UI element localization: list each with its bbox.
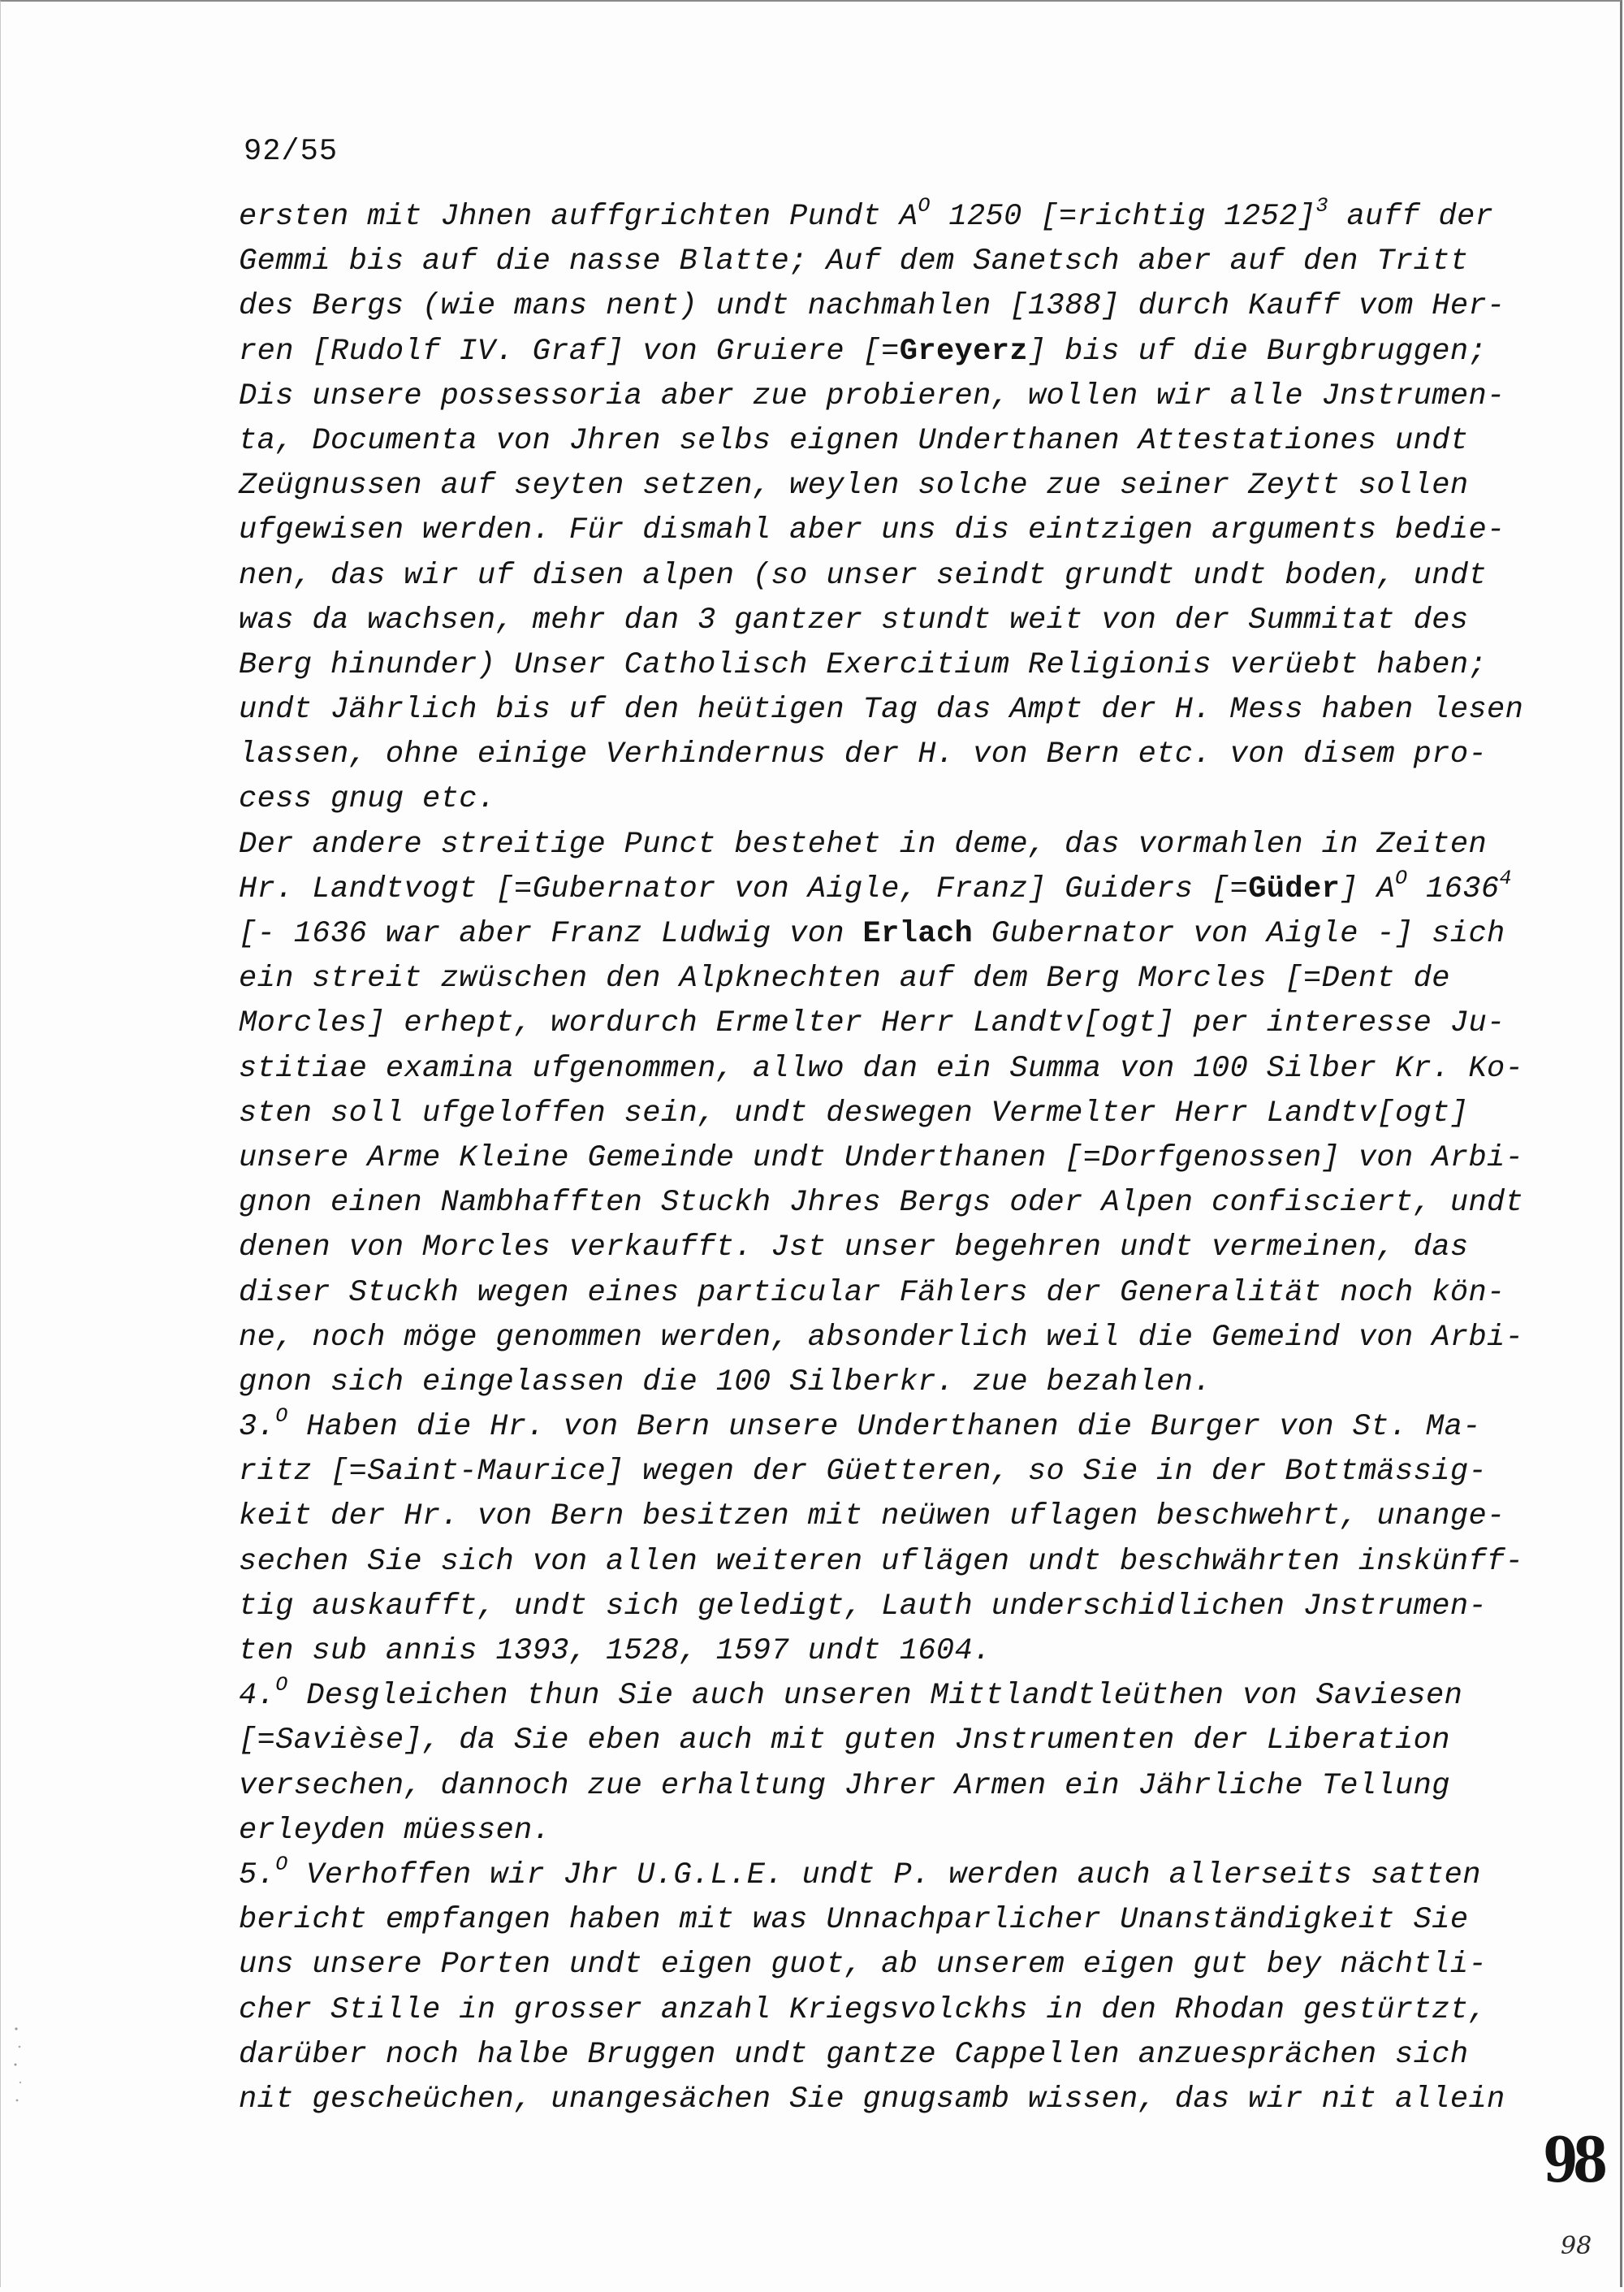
text-line: tig auskaufft, undt sich geledigt, Lauth underschidlichen Jnstrumen- xyxy=(239,1589,1488,1624)
text-line: ne, noch möge genommen werden, absonderlich weil die Gemeind von Arbi- xyxy=(239,1320,1524,1355)
body-text xyxy=(239,195,1530,2122)
text-line: bericht empfangen haben mit was Unnachparlicher Unanständigkeit Sie xyxy=(239,1903,1469,1938)
text-line: Zeügnussen auf seyten setzen, weylen solche zue seiner Zeytt sollen xyxy=(239,469,1469,504)
text-line: ritz [=Saint-Maurice] wegen der Güetteren, so Sie in der Bottmässig- xyxy=(239,1455,1488,1490)
text-line: stitiae examina ufgenommen, allwo dan ein Summa von 100 Silber Kr. Ko- xyxy=(239,1051,1524,1086)
text-line: [=Savièse], da Sie eben auch mit guten Jnstrumenten der Liberation xyxy=(239,1723,1450,1758)
handwritten-page-number: 98 xyxy=(1543,2124,1603,2196)
text-line: keit der Hr. von Bern besitzen mit neüwen uflagen beschwehrt, unange- xyxy=(239,1499,1505,1534)
text-line: undt Jährlich bis uf den heütigen Tag das Ampt der H. Mess haben lesen xyxy=(239,693,1524,728)
text-line: 4.$^O$ Desgleichen thun Sie auch unseren Mittlandtleüthen von Saviesen xyxy=(239,1672,1463,1714)
text-line: Der andere streitige Punct bestehet in deme, das vormahlen in Zeiten xyxy=(239,827,1488,862)
text-line: Berg hinunder) Unser Catholisch Exercitium Religionis verüebt haben; xyxy=(239,647,1488,682)
text-line: gnon sich eingelassen die 100 Silberkr. zue bezahlen. xyxy=(239,1364,1212,1399)
text-line: sechen Sie sich von allen weiteren uflägen undt beschwährten inskünff- xyxy=(239,1544,1524,1579)
text-line: lassen, ohne einige Verhindernus der H. von Bern etc. von disem pro- xyxy=(239,737,1488,772)
text-line: nen, das wir uf disen alpen (so unser seindt grundt undt boden, undt xyxy=(239,558,1488,593)
text-line: ta, Documenta von Jhren selbs eignen Underthanen Attestationes undt xyxy=(239,423,1469,458)
text-line: ren [Rudolf IV. Graf] von Gruiere [=Greyerz] bis uf die Burgbruggen; xyxy=(239,334,1488,369)
text-line: 5.$^O$ Verhoffen wir Jhr U.G.L.E. undt P. werden auch allerseits satten xyxy=(239,1852,1481,1892)
text-line: sten soll ufgeloffen sein, undt deswegen Vermelter Herr Landtv[ogt] xyxy=(239,1096,1469,1131)
text-line: cher Stille in grosser anzahl Kriegsvolckhs in den Rhodan gestürtzt, xyxy=(239,1992,1488,2027)
text-line: was da wachsen, mehr dan 3 gantzer stundt weit von der Summitat des xyxy=(239,603,1469,638)
text-line: gnon einen Nambhafften Stuckh Jhres Bergs oder Alpen confisciert, undt xyxy=(239,1186,1524,1221)
text-line: uns unsere Porten undt eigen guot, ab unserem eigen gut bey nächtli- xyxy=(239,1948,1488,1983)
text-line: Dis unsere possessoria aber zue probieren, wollen wir alle Jnstrumen- xyxy=(239,378,1505,413)
text-line: des Bergs (wie mans nent) undt nachmahlen [1388] durch Kauff vom Her- xyxy=(239,289,1505,324)
text-line: ersten mit Jhnen auffgrichten Pundt $A^O$ 1250 [=richtig 1252]$^3$ auff der xyxy=(239,193,1494,234)
text-line: cess gnug etc. xyxy=(239,782,496,817)
document-id: 92/55 xyxy=(244,135,339,169)
text-line: versechen, dannoch zue erhaltung Jhrer Armen ein Jährliche Tellung xyxy=(239,1768,1450,1803)
text-line: Morcles] erhept, wordurch Ermelter Herr Landtv[ogt] per interesse Ju- xyxy=(239,1006,1505,1041)
text-line: unsere Arme Kleine Gemeinde undt Underthanen [=Dorfgenossen] von Arbi- xyxy=(239,1140,1524,1175)
text-line: darüber noch halbe Bruggen undt gantze Cappellen anzuesprächen sich xyxy=(239,2037,1469,2072)
text-line: diser Stuckh wegen eines particular Fählers der Generalität noch kön- xyxy=(239,1275,1505,1310)
text-line: Hr. Landtvogt [=Gubernator von Aigle, Franz] Guiders [=Güder] $A^O$ 1636$^4$ xyxy=(239,866,1512,906)
text-line: erleyden müessen. xyxy=(239,1813,551,1848)
handwritten-page-number-small: 98 xyxy=(1561,2232,1592,2260)
scan-artifact-marks xyxy=(11,2022,28,2112)
text-line: [- 1636 war aber Franz Ludwig von Erlach Gubernator von Aigle -] sich xyxy=(239,917,1505,951)
text-line: Gemmi bis auf die nasse Blatte; Auf dem Sanetsch aber auf den Tritt xyxy=(239,244,1469,279)
text-line: denen von Morcles verkaufft. Jst unser begehren undt vermeinen, das xyxy=(239,1230,1469,1265)
text-line: ein streit zwüschen den Alpknechten auf dem Berg Morcles [=Dent de xyxy=(239,962,1450,997)
text-line: nit gescheüchen, unangesächen Sie gnugsamb wissen, das wir nit allein xyxy=(239,2082,1505,2117)
text-line: ten sub annis 1393, 1528, 1597 undt 1604. xyxy=(239,1634,991,1668)
text-line: ufgewisen werden. Für dismahl aber uns dis eintzigen arguments bedie- xyxy=(239,513,1505,548)
text-line: 3.$^O$ Haben die Hr. von Bern unsere Underthanen die Burger von St. Ma- xyxy=(239,1403,1481,1445)
